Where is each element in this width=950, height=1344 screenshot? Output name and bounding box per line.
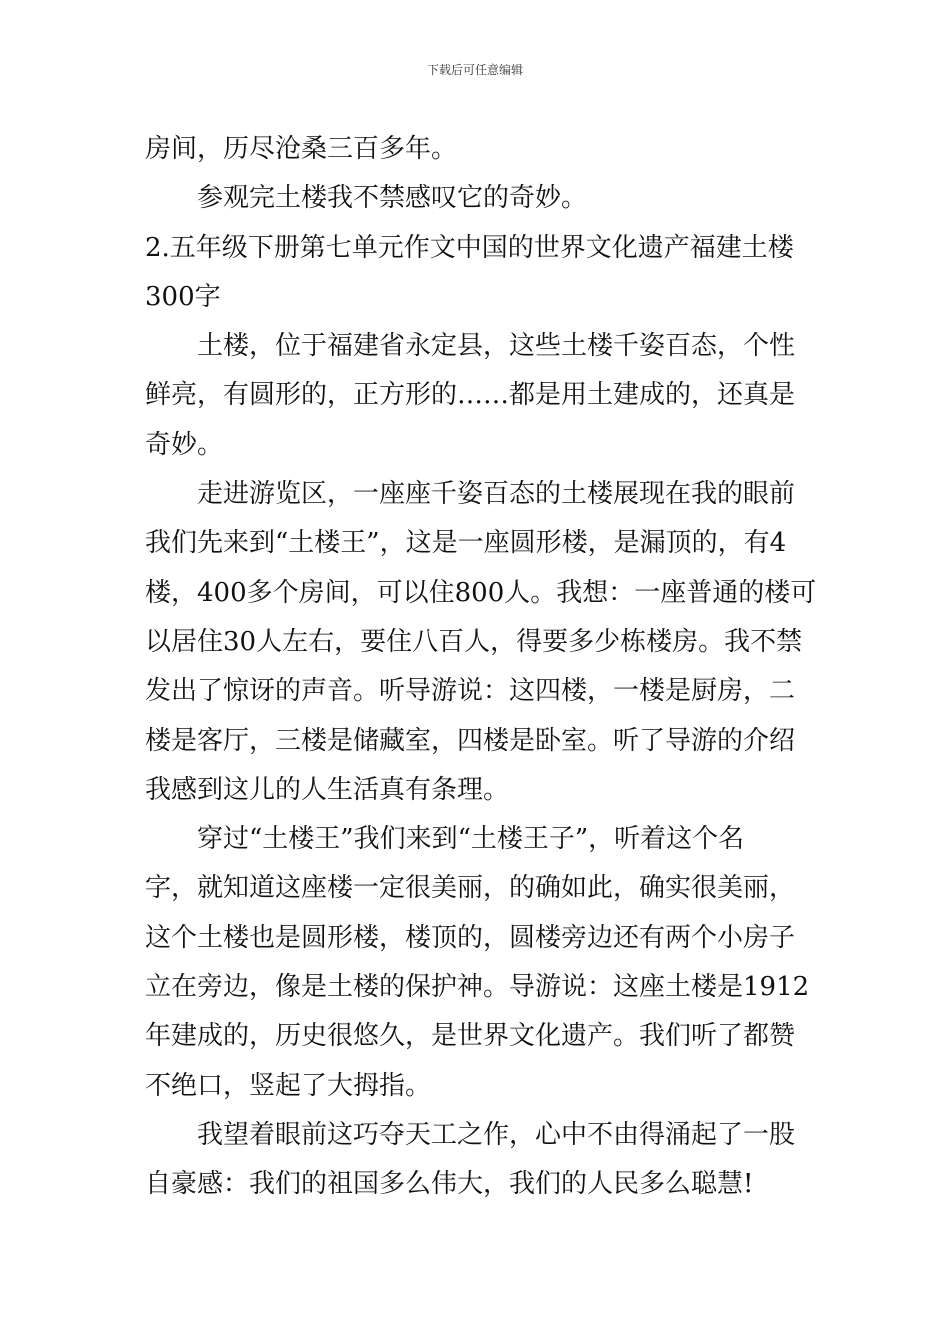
text-line: 穿过“土楼王”我们来到“土楼王子”，听着这个名 [197,824,745,855]
text-line: 我们先来到“土楼王”，这是一座圆形楼，是漏顶的，有4 [145,528,787,559]
text-line: 这个土楼也是圆形楼，楼顶的，圆楼旁边还有两个小房子 [145,922,796,953]
text-line: 楼，400多个房间，可以住800人。我想：一座普通的楼可 [145,577,817,608]
text-line: 自豪感：我们的祖国多么伟大，我们的人民多么聪慧! [145,1169,754,1200]
text-line: 发出了惊讶的声音。听导游说：这四楼，一楼是厨房，二 [145,676,796,707]
text-line: 参观完土楼我不禁感叹它的奇妙。 [197,183,588,214]
text-line: 我感到这儿的人生活真有条理。 [145,774,510,805]
text-line: 房间，历尽沧桑三百多年。 [145,134,458,164]
text-line: 立在旁边，像是土楼的保护神。导游说：这座土楼是1912 [145,972,810,1003]
text-line: 我望着眼前这巧夺天工之作，心中不由得涌起了一股 [197,1119,796,1150]
text-line: 土楼，位于福建省永定县，这些土楼千姿百态，个性 [197,331,796,362]
text-line: 不绝口，竖起了大拇指。 [145,1070,432,1101]
text-line: 走进游览区，一座座千姿百态的土楼展现在我的眼前 [197,479,796,510]
section-heading: 300字 [145,281,221,312]
text-line: 奇妙。 [145,429,224,460]
document-body [145,125,817,1210]
text-line: 鲜亮，有圆形的，正方形的……都是用土建成的，还真是 [145,380,796,411]
text-line: 年建成的，历史很悠久，是世界文化遗产。我们听了都赞 [145,1021,796,1052]
text-line: 楼是客厅，三楼是储藏室，四楼是卧室。听了导游的介绍 [145,725,796,756]
text-line: 以居住30人左右，要住八百人，得要多少栋楼房。我不禁 [145,626,803,657]
section-heading: 2.五年级下册第七单元作文中国的世界文化遗产福建土楼 [145,232,794,263]
text-line: 字，就知道这座楼一定很美丽，的确如此，确实很美丽， [145,873,796,904]
page-header: 下载后可任意编辑 [426,63,523,77]
